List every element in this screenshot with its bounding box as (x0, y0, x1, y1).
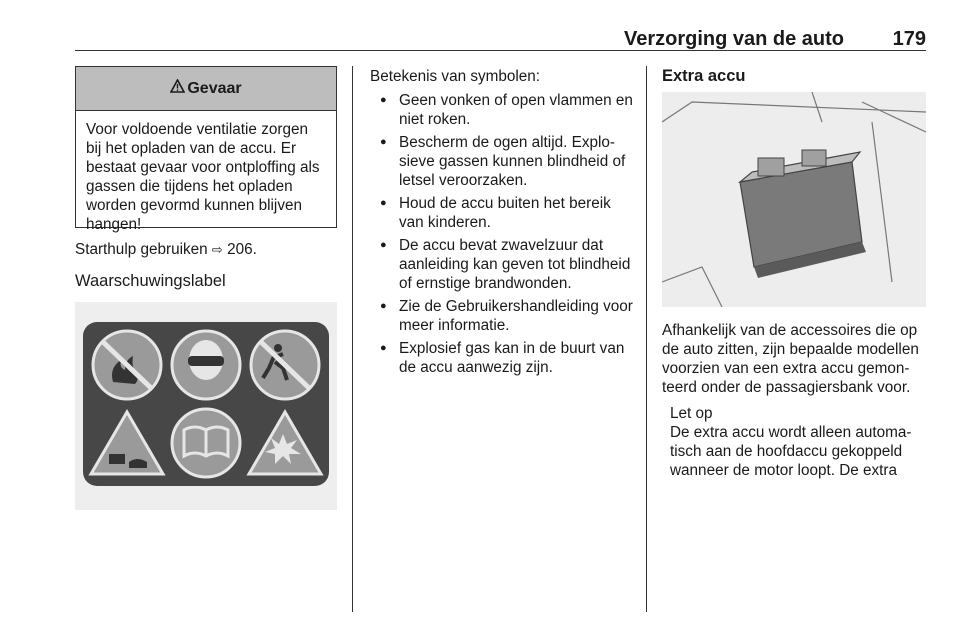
page-ref-icon: ⇨ (211, 242, 223, 257)
header-rule (75, 50, 926, 51)
symbols-intro: Betekenis van symbolen: (370, 68, 541, 85)
danger-header (76, 67, 336, 111)
keep-children-away-icon (251, 331, 319, 399)
list-item: ● Explosief gas kan in de buurt van de accu aanwezig zijn. (374, 339, 636, 377)
note-text: De extra accu wordt alleen automatisch aan de hoofdaccu gekoppeld wanneer de motor loopt. De extra (670, 424, 912, 479)
warning-triangle-icon (170, 79, 185, 98)
column-divider (646, 66, 647, 612)
danger-title: Gevaar (187, 79, 242, 97)
chapter-title: Verzorging van de auto (623, 28, 844, 50)
battery-illustration (740, 150, 866, 278)
no-fire-icon (93, 331, 161, 399)
list-item: ● De accu bevat zwavelzuur dat aanleiding kan geven tot blindheid of ernstige brandwonden. (374, 236, 636, 293)
warning-sign-panel (83, 322, 329, 486)
eye-protection-icon (172, 331, 240, 399)
column-divider (352, 66, 353, 612)
read-manual-icon (172, 409, 240, 477)
jumpstart-ref[interactable]: 206. (227, 241, 257, 258)
page-header (75, 28, 926, 52)
note-block (670, 404, 930, 480)
label-heading: Waarschuwingslabel (75, 272, 226, 290)
danger-box (75, 66, 337, 233)
explosion-icon (249, 412, 321, 474)
note-label: Let op (670, 405, 713, 422)
list-item: ● Zie de Gebruikershandleiding voor meer informatie. (374, 297, 636, 335)
jumpstart-text: Starthulp gebruiken (75, 241, 208, 258)
list-item: ● Bescherm de ogen altijd. Explosieve gassen kunnen blindheid of letsel veroorzaken. (374, 133, 636, 190)
acid-icon (91, 412, 163, 474)
extra-battery-heading: Extra accu (662, 67, 746, 85)
list-item: ● Geen vonken of open vlammen en niet roken. (374, 91, 636, 129)
symbols-list (374, 91, 636, 381)
list-item: ● Houd de accu buiten het bereik van kinderen. (374, 194, 636, 232)
jumpstart-line (75, 240, 257, 259)
warning-label-image (75, 302, 337, 510)
extra-battery-text: Afhankelijk van de accessoires die op de auto zitten, zijn bepaalde modellen voorzien van een extra accu gemonteerd onder de passagiersbank voor. (662, 322, 919, 396)
danger-text: Voor voldoende ventilatie zorgen bij het opladen van de accu. Er bestaat gevaar voor ontploffing als gassen die tijdens het opladen worden gevormd kunnen blijven hangen! (86, 121, 320, 233)
extra-battery-image (662, 92, 926, 307)
page-number: 179 (892, 28, 926, 50)
